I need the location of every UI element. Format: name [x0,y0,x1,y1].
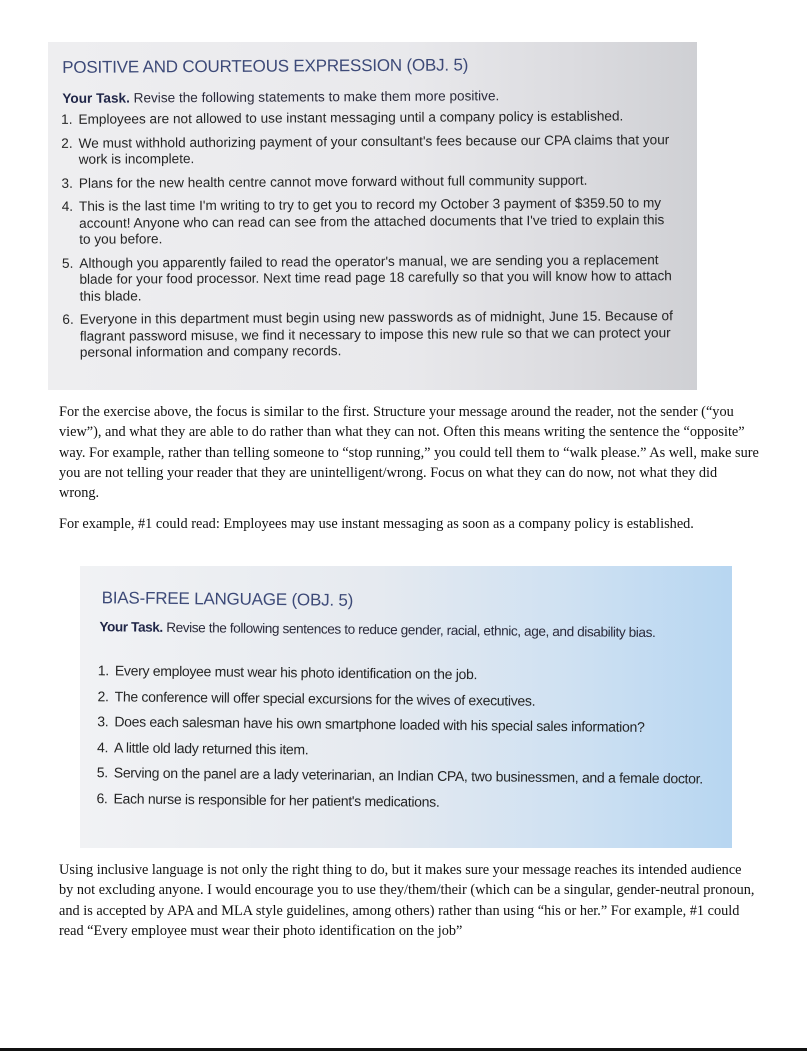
item-text: Serving on the panel are a lady veterinarian, an Indian CPA, two businessmen, and a female doctor. [113,764,703,787]
exercise-item [96,789,719,813]
guidance-paragraph-2: Using inclusive language is not only the right thing to do, but it makes sure your message reaches its intended audience by not excluding anyone. I would encourage you to use they/them/their (which can be a singular, gender-neutral pronoun, and is accepted by APA and MLA style guidelines, among others) rather than using “his or her.” For example, #1 could read “Every employee must wear their photo identification on the job” [59,862,755,939]
item-text: This is the last time I'm writing to try to get you to record my October 3 payment of $359.50 to my account! Anyone who can read can see from the attached documents that I've tried to explain this to you before. [78,195,665,247]
task-label: Your Task. [62,90,130,106]
exercise-item [96,738,720,762]
item-number: 6. [62,311,74,327]
exercise-item [61,195,673,248]
item-number: 1. [61,111,73,127]
exercise-item [62,308,674,361]
item-text: We must withhold authorizing payment of your consultant's fees because our CPA claims that your work is incomplete. [78,131,670,167]
item-text: Every employee must wear his photo identification on the job. [114,662,478,683]
exercise-item [97,713,720,736]
item-number: 1. [97,662,109,679]
item-number: 4. [61,198,74,214]
exercise-list [61,108,674,368]
item-number: 5. [96,764,108,781]
exercise-item [61,131,673,169]
task-text: Revise the following sentences to reduce gender, racial, ethnic, age, and disability bias. [166,619,656,641]
item-number: 3. [61,175,73,191]
task-instruction [62,86,682,107]
example-paragraph: For example, #1 could read: Employees may use instant messaging as soon as a company policy is established. [59,516,694,532]
item-text: The conference will offer special excursions for the wives of executives. [114,687,536,709]
guidance-paragraph-1: For the exercise above, the focus is similar to the first. Structure your message around the reader, not the sender (“you view”), and what they are able to do rather than what they can not. Often this means writing the sentence the “opposite” way. For example, rather than telling someone to “stop running,” you could tell them to “walk please.” As well, make sure you are not telling your reader that they are unintelligent/wrong. Focus on what they can do now, not what they did wrong. [59,404,759,502]
task-label: Your Task. [99,619,163,635]
textbook-photo-positive-expression [48,42,697,390]
item-number: 6. [96,789,108,806]
exercise-item [96,764,720,787]
exercise-item [61,108,672,128]
item-number: 2. [61,135,73,151]
item-text: Does each salesman have his own smartphone loaded with his special sales information? [114,713,645,735]
section-title: POSITIVE AND COURTEOUS EXPRESSION (OBJ. 5) [62,55,469,77]
exercise-item [97,662,721,685]
item-number: 4. [96,738,109,755]
section-title: BIAS-FREE LANGUAGE (OBJ. 5) [101,588,354,610]
exercise-list [96,662,721,821]
textbook-photo-bias-free-language [80,566,732,848]
item-number: 2. [97,687,109,704]
exercise-item [97,687,721,711]
exercise-item [61,251,673,305]
item-text: Each nurse is responsible for her patient's medications. [113,789,440,810]
item-text: Although you apparently failed to read the operator's manual, we are sending you a replacement blade for your food processor. Next time read page 18 carefully so that you will know how to attach this blade. [79,251,672,304]
task-text: Revise the following statements to make them more positive. [133,88,500,106]
item-text: A little old lady returned this item. [114,738,309,757]
item-text: Everyone in this department must begin using new passwords as of midnight, June 15. Because of flagrant password misuse, we find it necessary to impose this new rule so that we can protect your personal information and company records. [79,308,673,360]
item-text: Plans for the new health centre cannot move forward without full community support. [78,172,588,191]
exercise-item [61,172,673,192]
item-number: 5. [61,255,74,271]
task-instruction [99,618,689,641]
item-number: 3. [97,713,109,730]
item-text: Employees are not allowed to use instant messaging until a company policy is established. [78,108,624,127]
